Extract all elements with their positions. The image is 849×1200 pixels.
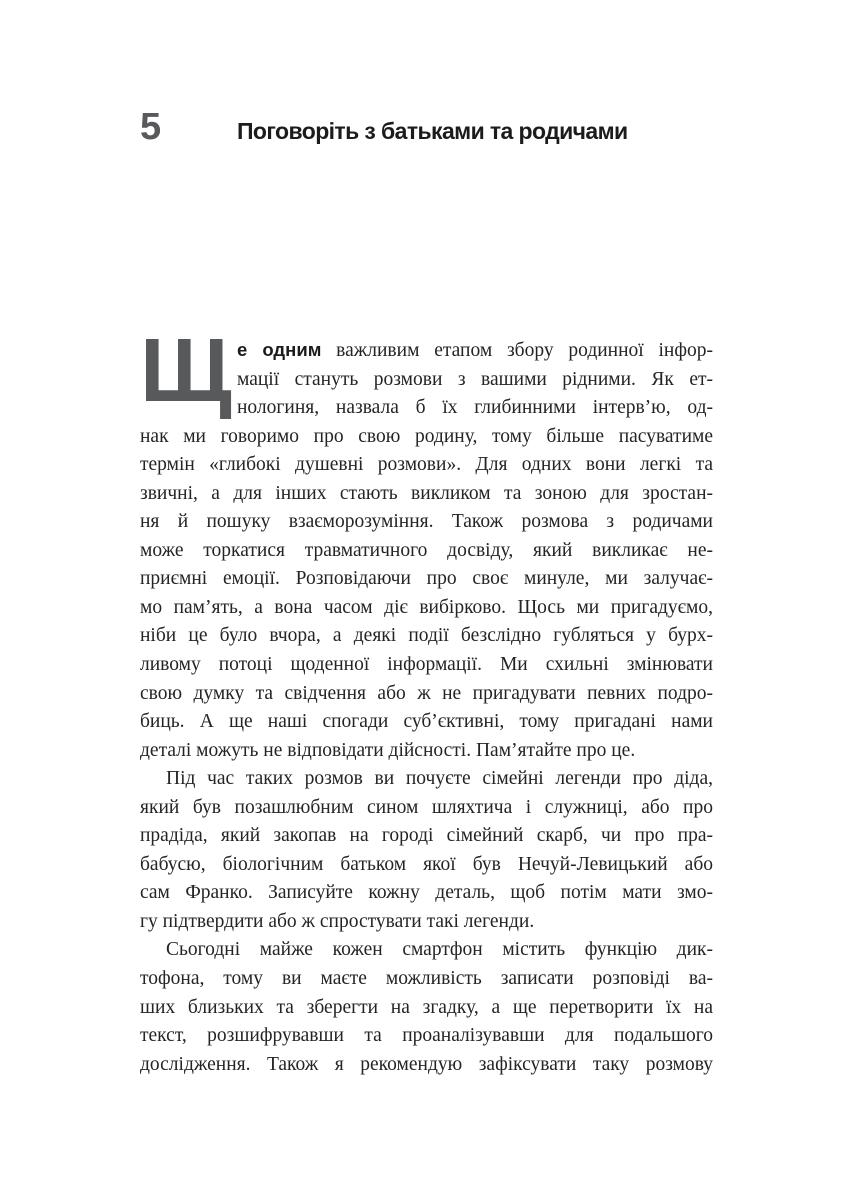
text-line: може торкатися травматичного досвіду, який викликає не-	[140, 539, 713, 561]
lead-in-bold: е одним	[237, 339, 322, 360]
drop-cap-letter: Щ	[140, 321, 230, 421]
text-line: нак ми говоримо про свою родину, тому більше пасуватиме	[140, 425, 713, 447]
text-line: прадіда, який закопав на городі сімейний скарб, чи про пра-	[140, 825, 713, 847]
chapter-number: 5	[140, 106, 162, 148]
text-line: мації стануть розмови з вашими рідними. Як ет-	[237, 368, 713, 390]
text-line: ливому потоці щоденної інформації. Ми схильні змінювати	[140, 654, 713, 676]
chapter-title: Поговоріть з батьками та родичами	[237, 118, 628, 144]
paragraph	[140, 936, 713, 1079]
text-line: дослідження. Також я рекомендую зафіксувати таку розмову	[140, 1053, 713, 1075]
text-line: термін «глибокі душевні розмови». Для одних вони легкі та	[140, 454, 713, 476]
paragraph	[140, 765, 713, 936]
text-line: мо пам’ять, а вона часом діє вибірково. Щось ми пригадуємо,	[140, 596, 713, 618]
text-line: Сьогодні майже кожен смартфон містить функцію дик-	[166, 939, 713, 961]
text-line: бабусю, біологічним батьком якої був Нечуй-Левицький або	[140, 853, 713, 875]
text-line: тофона, тому ви маєте можливість записати розповіді ва-	[140, 968, 713, 990]
text-line: Під час таких розмов ви почуєте сімейні легенди про діда,	[166, 768, 713, 790]
text-line: приємні емоції. Розповідаючи про своє минуле, ми залучає-	[140, 568, 713, 590]
text-line: сам Франко. Записуйте кожну деталь, щоб потім мати змо-	[140, 882, 713, 904]
chapter-header	[140, 108, 749, 146]
body-text	[140, 321, 713, 1079]
text-line: ня й пошуку взаєморозуміння. Також розмова з родичами	[140, 511, 713, 533]
text-line: свою думку та свідчення або ж не пригадувати певних подро-	[140, 682, 713, 704]
text-line: ших близьких та зберегти на згадку, а ще перетворити їх на	[140, 996, 713, 1018]
text-line: гу підтвердити або ж спростувати такі легенди.	[140, 910, 535, 932]
text-line: ніби це було вчора, а деякі події безслідно губляться у бурх-	[140, 625, 713, 647]
text-line: який був позашлюбним сином шляхтича і служниці, або про	[140, 796, 713, 818]
text-line: биць. А ще наші спогади суб’єктивні, тому пригадані нами	[140, 711, 713, 733]
text-line: звичні, а для інших стають викликом та зоною для зростан-	[140, 482, 713, 504]
paragraph	[140, 321, 713, 765]
text-line: деталі можуть не відповідати дійсності. Пам’ятайте про це.	[140, 739, 636, 761]
lead-in-rest: важливим етапом збору родинної інфор-	[321, 340, 713, 361]
text-line: нологиня, назвала б їх глибинними інтерв’ю, од-	[237, 397, 713, 419]
text-line: текст, розшифрувавши та проаналізувавши для подальшого	[140, 1025, 713, 1047]
